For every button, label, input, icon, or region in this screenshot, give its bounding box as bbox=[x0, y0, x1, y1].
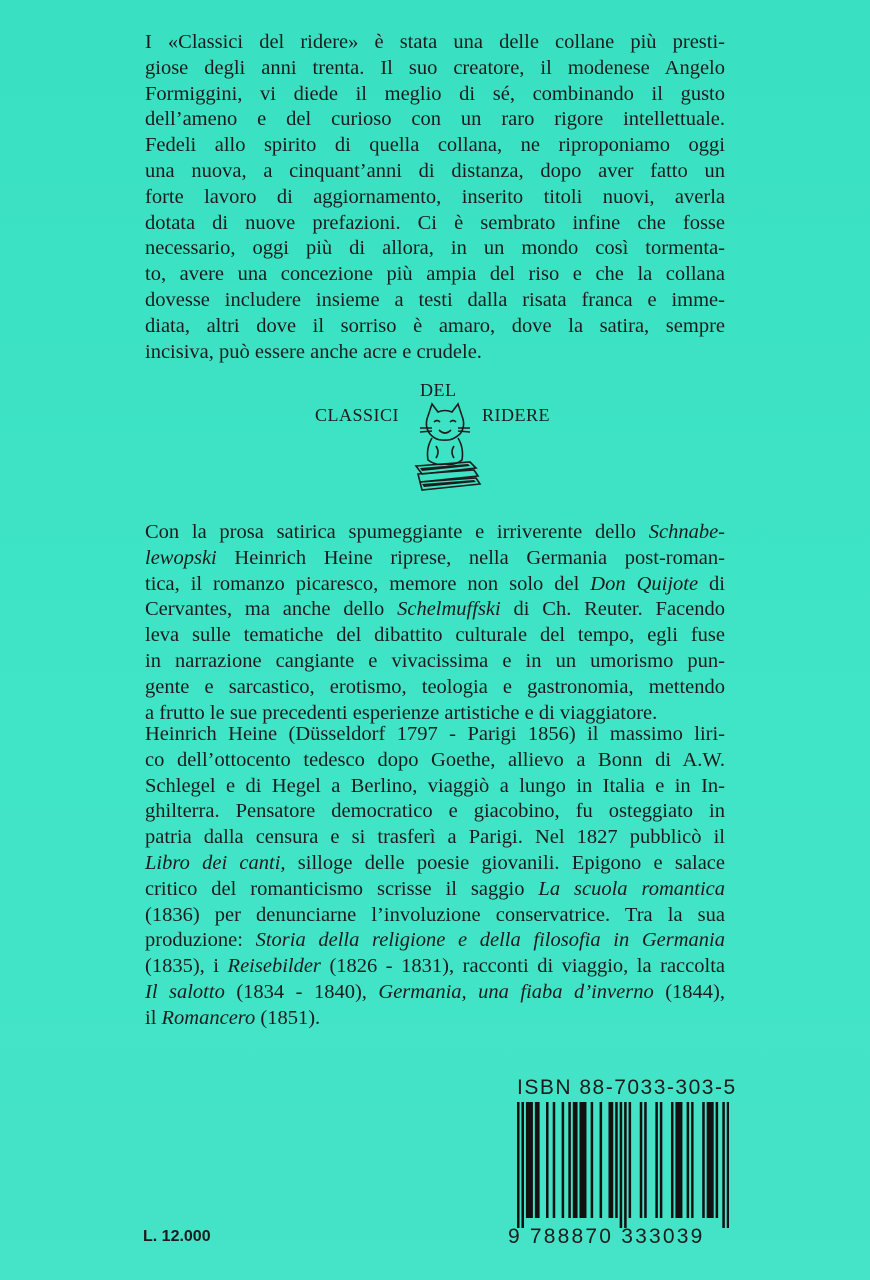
barcode-digits: 9 788870 333039 bbox=[508, 1225, 705, 1248]
series-logo bbox=[310, 380, 570, 500]
barcode-bar bbox=[537, 1102, 540, 1218]
text-line: dovesse includere insieme a testi dalla risata franca e imme- bbox=[145, 288, 725, 311]
barcode-bar bbox=[629, 1102, 632, 1218]
barcode-bar bbox=[575, 1102, 578, 1218]
text-line: diata, altri dove il sorriso è amaro, dove la satira, sempre bbox=[145, 314, 725, 337]
barcode-bar bbox=[526, 1102, 529, 1218]
text-line: Fedeli allo spirito di quella collana, ne riproponiamo oggi bbox=[145, 134, 725, 157]
text-line: to, avere una concezione più ampia del riso e che la collana bbox=[145, 263, 725, 286]
text-line: Heinrich Heine (Düsseldorf 1797 - Parigi 1856) il massimo liri- bbox=[145, 723, 725, 745]
intro-paragraph bbox=[145, 30, 725, 365]
logo-word-ridere: RIDERE bbox=[482, 405, 550, 425]
barcode-bar bbox=[553, 1102, 556, 1218]
barcode-bar bbox=[716, 1102, 719, 1218]
text-line: una nuova, a cinquant’anni di distanza, dopo aver fatto un bbox=[145, 159, 725, 182]
barcode-bar bbox=[546, 1102, 549, 1218]
barcode-bar bbox=[671, 1102, 674, 1218]
barcode-bar bbox=[711, 1102, 714, 1218]
barcode-bar bbox=[568, 1102, 571, 1218]
barcode-bar bbox=[573, 1102, 576, 1218]
text-line: Schlegel e di Hegel a Berlino, viaggiò a lungo in Italia e in In- bbox=[145, 774, 725, 797]
barcode-bar bbox=[691, 1102, 694, 1218]
barcode-bar bbox=[530, 1102, 533, 1218]
text-line: dotata di nuove prefazioni. Ci è sembrato infine che fosse bbox=[145, 211, 725, 234]
barcode-bar bbox=[517, 1102, 520, 1228]
barcode-bar bbox=[640, 1102, 643, 1218]
barcode-bar bbox=[660, 1102, 663, 1218]
logo-word-del: DEL bbox=[420, 380, 457, 400]
text-line: (1835), i Reisebilder (1826 - 1831), racconti di viaggio, la raccolta bbox=[145, 955, 725, 978]
barcode-bar bbox=[620, 1102, 623, 1228]
text-line: tica, il romanzo picaresco, memore non solo del Don Quijote di bbox=[145, 572, 726, 595]
text-line: I «Classici del ridere» è stata una delle collane più presti- bbox=[145, 31, 725, 53]
text-line: a frutto le sue precedenti esperienze artistiche e di viaggiatore. bbox=[145, 701, 658, 724]
barcode-bar bbox=[582, 1102, 585, 1218]
text-line: produzione: Storia della religione e della filosofia in Germania bbox=[145, 929, 726, 952]
laughing-cat-on-books-icon bbox=[406, 394, 484, 494]
text-line: gente e sarcastico, erotismo, teologia e gastronomia, mettendo bbox=[145, 675, 725, 698]
text-line: Formiggini, vi diede il meglio di sé, combinando il gusto bbox=[145, 82, 725, 105]
barcode-bar bbox=[709, 1102, 712, 1218]
barcode-bar bbox=[722, 1102, 725, 1228]
barcode bbox=[517, 1102, 729, 1228]
author-biography bbox=[145, 722, 725, 1032]
price-label: L. 12.000 bbox=[143, 1228, 211, 1245]
barcode-bar bbox=[702, 1102, 705, 1218]
text-line: forte lavoro di aggiornamento, inserito titoli nuovi, averla bbox=[145, 185, 725, 208]
text-line: Il salotto (1834 - 1840), Germania, una fiaba d’inverno (1844), bbox=[145, 980, 726, 1003]
barcode-bar bbox=[528, 1102, 531, 1218]
barcode-bar bbox=[655, 1102, 658, 1218]
text-line: in narrazione cangiante e vivacissima e in un umorismo pun- bbox=[145, 649, 725, 672]
barcode-bar bbox=[680, 1102, 683, 1218]
barcode-bar bbox=[611, 1102, 614, 1218]
text-line: il Romancero (1851). bbox=[145, 1006, 321, 1029]
text-line: necessario, oggi più di allora, in un mondo così tormenta- bbox=[145, 237, 725, 260]
barcode-bar bbox=[600, 1102, 603, 1218]
text-line: Libro dei canti, silloge delle poesie giovanili. Epigono e salace bbox=[145, 851, 725, 874]
barcode-bar bbox=[615, 1102, 618, 1218]
logo-word-classici: CLASSICI bbox=[315, 405, 400, 425]
text-line: Cervantes, ma anche dello Schelmuffski di Ch. Reuter. Facendo bbox=[145, 598, 725, 621]
barcode-bar bbox=[707, 1102, 710, 1218]
barcode-bar bbox=[624, 1102, 627, 1228]
barcode-bar bbox=[678, 1102, 681, 1218]
barcode-bar bbox=[591, 1102, 594, 1218]
text-line: Con la prosa satirica spumeggiante e irriverente dello Schnabe- bbox=[145, 521, 725, 543]
text-line: lewopski Heinrich Heine riprese, nella Germania post-roman- bbox=[145, 546, 725, 569]
text-line: incisiva, può essere anche acre e crudele. bbox=[145, 340, 482, 363]
text-line: co dell’ottocento tedesco dopo Goethe, allievo a Bonn di A.W. bbox=[145, 748, 725, 771]
text-line: giose degli anni trenta. Il suo creatore, il modenese Angelo bbox=[145, 56, 725, 79]
barcode-bar bbox=[675, 1102, 678, 1218]
barcode-bar bbox=[584, 1102, 587, 1218]
isbn-label: ISBN 88-7033-303-5 bbox=[517, 1076, 737, 1099]
barcode-bar bbox=[521, 1102, 524, 1228]
barcode-bar bbox=[727, 1102, 729, 1228]
barcode-bar bbox=[535, 1102, 538, 1218]
barcode-bar bbox=[562, 1102, 565, 1218]
text-line: critico del romanticismo scrisse il saggio La scuola romantica bbox=[145, 877, 726, 900]
barcode-bar bbox=[579, 1102, 582, 1218]
barcode-bar bbox=[608, 1102, 611, 1218]
text-line: ghilterra. Pensatore democratico e giacobino, fu osteggiato in bbox=[145, 800, 725, 823]
novel-description bbox=[145, 520, 725, 726]
text-line: patria dalla censura e si trasferì a Parigi. Nel 1827 pubblicò il bbox=[145, 826, 725, 849]
text-line: leva sulle tematiche del dibattito culturale del tempo, egli fuse bbox=[145, 624, 725, 647]
barcode-bar bbox=[644, 1102, 647, 1218]
text-line: dell’ameno e del curioso con un raro rigore intellettuale. bbox=[145, 108, 725, 131]
barcode-bar bbox=[687, 1102, 690, 1218]
text-line: (1836) per denunciarne l’involuzione conservatrice. Tra la sua bbox=[145, 903, 725, 926]
